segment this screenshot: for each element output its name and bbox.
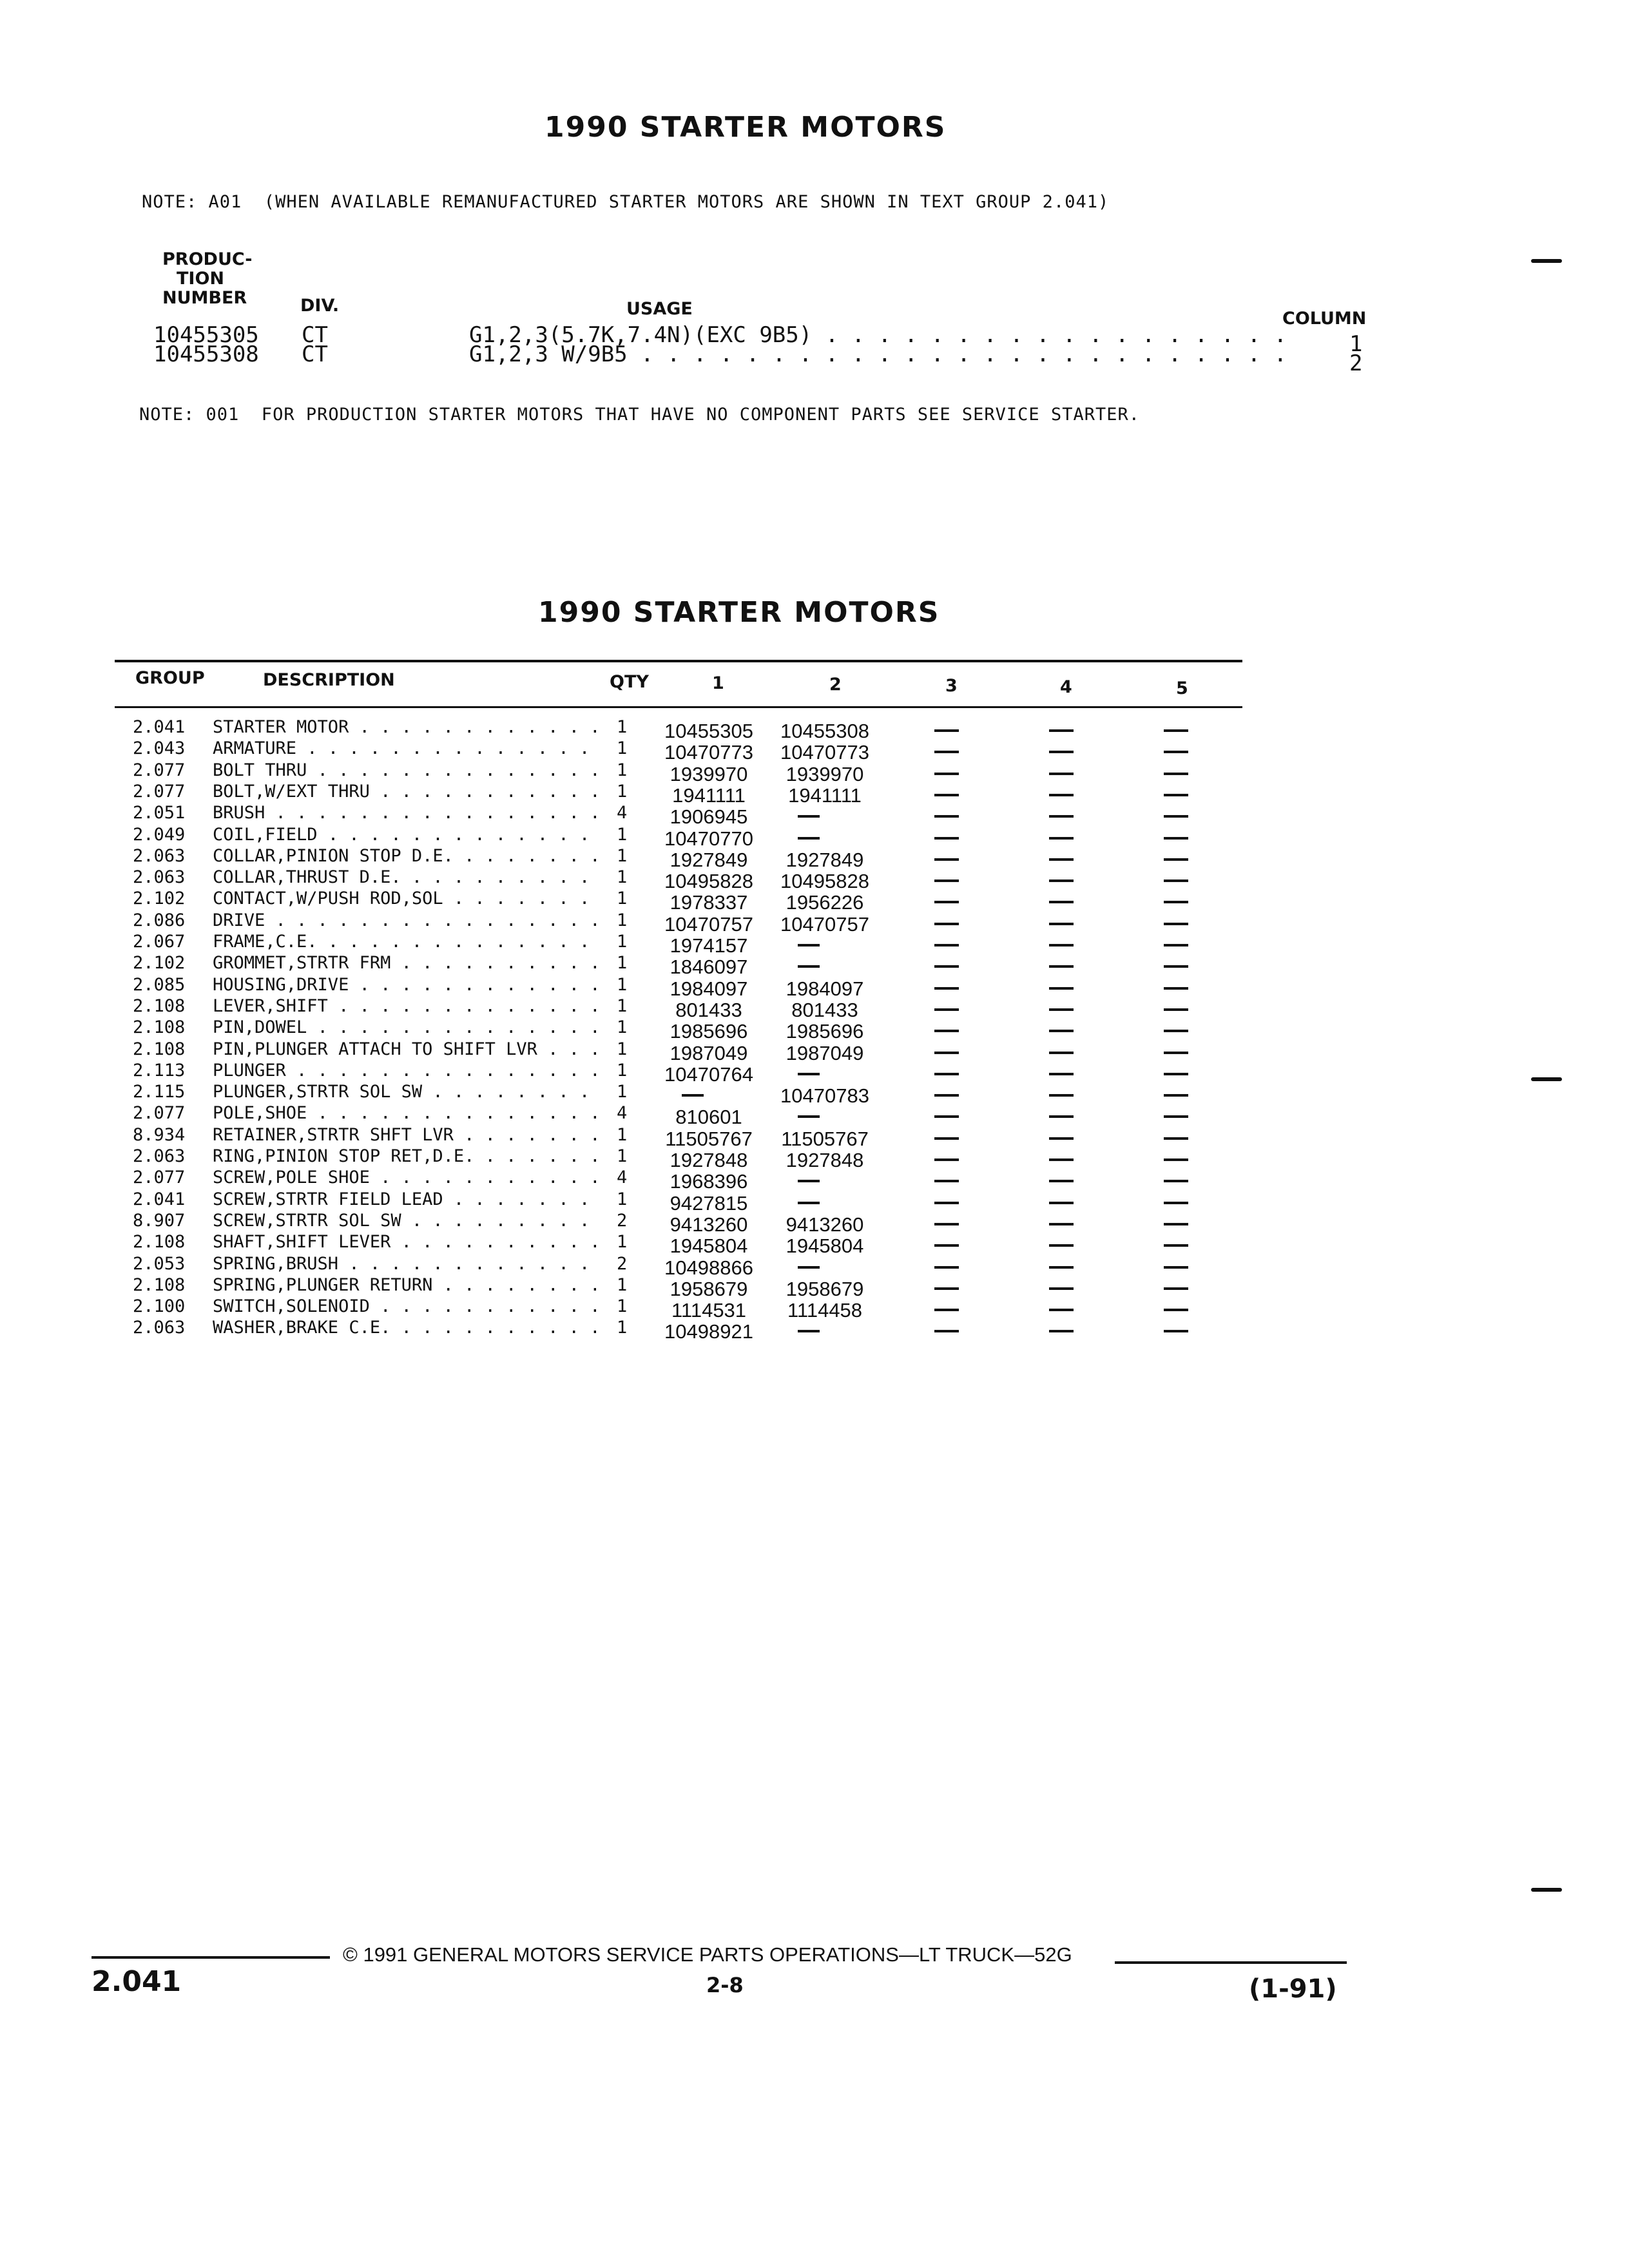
empty-column-4 xyxy=(1049,999,1074,1021)
part-group: 2.077 xyxy=(133,760,186,780)
part-number-column-1: 10498866 xyxy=(664,1256,753,1279)
empty-column-3 xyxy=(934,892,959,913)
empty-column-5 xyxy=(1164,849,1188,870)
part-group: 2.100 xyxy=(133,1296,186,1317)
part-group: 2.108 xyxy=(133,995,186,1016)
column-5-header: 5 xyxy=(1176,678,1188,698)
part-qty: 1 xyxy=(617,1060,628,1081)
part-number-column-2: 1958679 xyxy=(786,1277,864,1300)
empty-column-4 xyxy=(1049,1106,1074,1128)
production-usage: G1,2,3(5.7K,7.4N)(EXC 9B5) . . . xyxy=(469,322,1295,348)
empty-column-5 xyxy=(1164,870,1188,892)
column-header: COLUMN xyxy=(1282,309,1367,329)
part-number-column-2: 1939970 xyxy=(786,762,864,785)
part-number-column-1: 9427815 xyxy=(670,1191,748,1215)
part-qty: 1 xyxy=(617,1296,628,1317)
part-number-column-1: 10470757 xyxy=(664,912,753,936)
part-description: CONTACT,W/PUSH ROD,SOL . . . xyxy=(213,888,599,909)
part-number-none xyxy=(798,1064,820,1085)
empty-column-4 xyxy=(1049,956,1074,977)
empty-column-4 xyxy=(1049,1043,1074,1064)
empty-column-4 xyxy=(1049,870,1074,892)
empty-column-4 xyxy=(1049,720,1074,742)
empty-column-4 xyxy=(1049,1171,1074,1192)
part-group: 2.067 xyxy=(133,932,186,952)
empty-column-3 xyxy=(934,742,959,763)
production-number: 10455308 xyxy=(153,341,259,367)
empty-column-3 xyxy=(934,720,959,742)
empty-column-4 xyxy=(1049,1085,1074,1106)
empty-column-3 xyxy=(934,870,959,892)
part-qty: 2 xyxy=(617,1210,628,1231)
part-number-column-2: 1927849 xyxy=(786,848,864,871)
part-number-none xyxy=(682,1085,704,1106)
empty-column-5 xyxy=(1164,999,1188,1021)
part-number-column-1: 1941111 xyxy=(672,783,746,807)
footer-group-code: 2.041 xyxy=(92,1965,182,1998)
part-number-column-1: 10495828 xyxy=(664,870,753,893)
empty-column-5 xyxy=(1164,1257,1188,1278)
part-description: WASHER,BRAKE C.E. . . . xyxy=(213,1317,599,1338)
part-group: 2.102 xyxy=(133,889,186,909)
part-group: 2.063 xyxy=(133,845,186,866)
empty-column-4 xyxy=(1049,1021,1074,1042)
part-group: 2.108 xyxy=(133,1017,186,1038)
part-group: 2.051 xyxy=(133,803,186,823)
part-description: PLUNGER,STRTR SOL SW . . . xyxy=(213,1081,599,1102)
empty-column-5 xyxy=(1164,1235,1188,1256)
production-header-line-3: NUMBER xyxy=(162,288,247,308)
page-title: 1990 STARTER MOTORS xyxy=(545,111,947,144)
part-number-column-2: 1945804 xyxy=(786,1235,864,1258)
qty-header: QTY xyxy=(610,672,649,692)
part-number-column-1: 11505767 xyxy=(665,1127,753,1150)
column-4-header: 4 xyxy=(1060,677,1072,697)
part-qty: 1 xyxy=(617,738,628,759)
part-group: 2.049 xyxy=(133,824,186,845)
part-number-column-1: 1114531 xyxy=(671,1299,747,1322)
production-usage: G1,2,3 W/9B5 . . . xyxy=(469,341,1295,367)
empty-column-5 xyxy=(1164,785,1188,806)
empty-column-3 xyxy=(934,1235,959,1256)
empty-column-3 xyxy=(934,1171,959,1192)
empty-column-3 xyxy=(934,1085,959,1106)
part-group: 2.077 xyxy=(133,1103,186,1124)
empty-column-4 xyxy=(1049,1064,1074,1085)
margin-mark xyxy=(1531,1888,1562,1892)
part-group: 2.041 xyxy=(133,717,186,737)
part-description: SHAFT,SHIFT LEVER . . . xyxy=(213,1231,599,1253)
part-group: 2.041 xyxy=(133,1189,186,1209)
part-description: LEVER,SHIFT . . . xyxy=(213,995,599,1017)
part-number-column-2: 1941111 xyxy=(788,783,862,807)
empty-column-5 xyxy=(1164,1085,1188,1106)
div-header: DIV. xyxy=(300,296,340,316)
empty-column-5 xyxy=(1164,742,1188,763)
part-qty: 1 xyxy=(617,889,628,909)
part-number-column-1: 1987049 xyxy=(670,1041,748,1064)
usage-header: USAGE xyxy=(626,299,693,319)
part-description: POLE,SHOE . . . xyxy=(213,1102,599,1124)
part-qty: 2 xyxy=(617,1253,628,1274)
part-number-column-2: 801433 xyxy=(791,998,858,1021)
part-number-column-1: 1958679 xyxy=(670,1277,748,1300)
part-number-column-2: 1927848 xyxy=(786,1149,864,1171)
empty-column-3 xyxy=(934,999,959,1021)
part-number-none xyxy=(798,1106,820,1128)
empty-column-4 xyxy=(1049,1193,1074,1214)
part-number-column-1: 9413260 xyxy=(670,1213,748,1236)
part-number-column-1: 10470773 xyxy=(664,741,753,764)
part-number-column-2: 10470773 xyxy=(780,741,869,764)
part-number-column-2: 10470757 xyxy=(780,912,869,936)
part-description: SCREW,STRTR SOL SW . . . xyxy=(213,1210,599,1231)
empty-column-3 xyxy=(934,1300,959,1321)
part-description: SPRING,BRUSH . . . xyxy=(213,1253,599,1274)
part-number-column-1: 1968396 xyxy=(670,1170,748,1193)
table-top-rule xyxy=(115,660,1242,662)
part-number-column-2: 10495828 xyxy=(780,870,869,893)
empty-column-4 xyxy=(1049,828,1074,849)
part-number-none xyxy=(798,1193,820,1214)
part-number-column-2: 1114458 xyxy=(787,1299,863,1322)
empty-column-5 xyxy=(1164,914,1188,935)
empty-column-4 xyxy=(1049,1214,1074,1235)
part-number-column-1: 10470770 xyxy=(664,827,753,850)
production-div: CT xyxy=(302,322,328,348)
part-number-none xyxy=(798,956,820,977)
empty-column-4 xyxy=(1049,914,1074,935)
empty-column-3 xyxy=(934,1321,959,1342)
part-number-column-2: 10455308 xyxy=(780,720,869,742)
empty-column-3 xyxy=(934,785,959,806)
part-group: 2.115 xyxy=(133,1082,186,1102)
footer-rule-right xyxy=(1115,1961,1347,1964)
part-number-column-1: 1945804 xyxy=(670,1235,748,1258)
footer-page-number: 2-8 xyxy=(706,1973,744,1997)
parts-table-title: 1990 STARTER MOTORS xyxy=(538,596,940,629)
part-qty: 1 xyxy=(617,1124,628,1145)
part-group: 8.934 xyxy=(133,1124,186,1145)
part-qty: 1 xyxy=(617,781,628,802)
part-description: DRIVE . . . xyxy=(213,910,599,931)
empty-column-3 xyxy=(934,914,959,935)
empty-column-5 xyxy=(1164,1149,1188,1171)
empty-column-3 xyxy=(934,764,959,785)
part-group: 8.907 xyxy=(133,1210,186,1231)
part-qty: 1 xyxy=(617,1232,628,1253)
part-group: 2.113 xyxy=(133,1060,186,1081)
part-qty: 1 xyxy=(617,953,628,974)
part-description: COLLAR,THRUST D.E. . . . xyxy=(213,867,599,888)
part-group: 2.077 xyxy=(133,781,186,802)
part-group: 2.102 xyxy=(133,953,186,974)
empty-column-4 xyxy=(1049,764,1074,785)
empty-column-5 xyxy=(1164,720,1188,742)
empty-column-5 xyxy=(1164,1171,1188,1192)
empty-column-5 xyxy=(1164,1214,1188,1235)
empty-column-3 xyxy=(934,935,959,956)
empty-column-4 xyxy=(1049,1128,1074,1149)
production-header-line-2: TION xyxy=(177,269,225,289)
part-qty: 4 xyxy=(617,1103,628,1124)
margin-mark xyxy=(1531,1077,1562,1081)
empty-column-4 xyxy=(1049,1149,1074,1171)
empty-column-3 xyxy=(934,1257,959,1278)
empty-column-5 xyxy=(1164,1128,1188,1149)
part-qty: 1 xyxy=(617,932,628,952)
part-qty: 1 xyxy=(617,717,628,737)
margin-mark xyxy=(1531,259,1562,263)
empty-column-4 xyxy=(1049,849,1074,870)
part-number-column-1: 10498921 xyxy=(664,1320,753,1343)
part-qty: 1 xyxy=(617,1017,628,1038)
part-number-none xyxy=(798,1321,820,1342)
part-qty: 1 xyxy=(617,845,628,866)
part-number-none xyxy=(798,806,820,827)
part-number-column-1: 1978337 xyxy=(670,891,748,914)
production-number-header xyxy=(162,250,253,308)
empty-column-5 xyxy=(1164,806,1188,827)
empty-column-5 xyxy=(1164,1193,1188,1214)
part-number-column-1: 1939970 xyxy=(670,762,748,785)
empty-column-4 xyxy=(1049,978,1074,999)
empty-column-4 xyxy=(1049,892,1074,913)
part-qty: 1 xyxy=(617,1082,628,1102)
part-description: RETAINER,STRTR SHFT LVR . . . xyxy=(213,1124,599,1146)
part-description: GROMMET,STRTR FRM . . . xyxy=(213,952,599,974)
part-number-column-1: 1846097 xyxy=(670,956,748,979)
part-number-none xyxy=(798,828,820,849)
column-1-header: 1 xyxy=(712,673,724,693)
part-number-column-1: 810601 xyxy=(675,1106,742,1129)
part-number-column-1: 1927848 xyxy=(670,1149,748,1171)
empty-column-3 xyxy=(934,828,959,849)
empty-column-4 xyxy=(1049,806,1074,827)
part-number-column-1: 801433 xyxy=(675,998,742,1021)
part-description: PIN,PLUNGER ATTACH TO SHIFT LVR . . . xyxy=(213,1039,599,1060)
part-number-column-2: 1956226 xyxy=(786,891,864,914)
part-qty: 1 xyxy=(617,1274,628,1295)
part-group: 2.063 xyxy=(133,1318,186,1338)
empty-column-5 xyxy=(1164,892,1188,913)
empty-column-5 xyxy=(1164,1021,1188,1042)
empty-column-4 xyxy=(1049,785,1074,806)
empty-column-3 xyxy=(934,1043,959,1064)
empty-column-4 xyxy=(1049,935,1074,956)
part-group: 2.085 xyxy=(133,974,186,995)
part-group: 2.077 xyxy=(133,1168,186,1188)
column-2-header: 2 xyxy=(829,675,842,695)
empty-column-5 xyxy=(1164,1300,1188,1321)
footer-rule-left xyxy=(92,1956,330,1959)
part-description: SCREW,POLE SHOE . . . xyxy=(213,1167,599,1188)
part-qty: 1 xyxy=(617,1039,628,1059)
empty-column-4 xyxy=(1049,1257,1074,1278)
part-group: 2.108 xyxy=(133,1274,186,1295)
part-description: BOLT THRU . . . xyxy=(213,760,599,781)
empty-column-3 xyxy=(934,1064,959,1085)
part-number-column-1: 1984097 xyxy=(670,977,748,1000)
part-description: SPRING,PLUNGER RETURN . . . xyxy=(213,1274,599,1296)
empty-column-5 xyxy=(1164,1321,1188,1342)
part-group: 2.043 xyxy=(133,738,186,759)
empty-column-3 xyxy=(934,1149,959,1171)
footer-date: (1-91) xyxy=(1249,1974,1337,2004)
part-number-column-1: 1906945 xyxy=(670,805,748,829)
part-qty: 1 xyxy=(617,1189,628,1209)
table-header-rule xyxy=(115,706,1242,708)
empty-column-5 xyxy=(1164,1064,1188,1085)
production-number: 10455305 xyxy=(153,322,259,348)
part-qty: 1 xyxy=(617,1146,628,1166)
part-group: 2.053 xyxy=(133,1253,186,1274)
part-description: PLUNGER . . . xyxy=(213,1060,599,1081)
part-number-column-2: 11505767 xyxy=(781,1127,869,1150)
part-qty: 4 xyxy=(617,803,628,823)
part-group: 2.108 xyxy=(133,1039,186,1059)
footer-copyright: © 1991 GENERAL MOTORS SERVICE PARTS OPERATIONS—LT TRUCK—52G xyxy=(343,1943,1072,1966)
empty-column-5 xyxy=(1164,764,1188,785)
part-qty: 1 xyxy=(617,824,628,845)
empty-column-3 xyxy=(934,849,959,870)
part-number-column-2: 1987049 xyxy=(786,1041,864,1064)
part-group: 2.108 xyxy=(133,1232,186,1253)
part-qty: 1 xyxy=(617,910,628,930)
part-group: 2.086 xyxy=(133,910,186,930)
part-description: COIL,FIELD . . . xyxy=(213,824,599,845)
part-description: SWITCH,SOLENOID . . . xyxy=(213,1296,599,1317)
part-qty: 4 xyxy=(617,1168,628,1188)
part-description: COLLAR,PINION STOP D.E. . . . xyxy=(213,845,599,867)
empty-column-5 xyxy=(1164,828,1188,849)
part-number-none xyxy=(798,935,820,956)
part-number-column-2: 9413260 xyxy=(786,1213,864,1236)
empty-column-5 xyxy=(1164,978,1188,999)
empty-column-5 xyxy=(1164,935,1188,956)
production-header-line-1: PRODUC- xyxy=(162,249,253,269)
empty-column-3 xyxy=(934,1128,959,1149)
empty-column-3 xyxy=(934,1278,959,1300)
note-a01: NOTE: A01 (WHEN AVAILABLE REMANUFACTURED STARTER MOTORS ARE SHOWN IN TEXT GROUP 2.041) xyxy=(142,192,1110,212)
part-qty: 1 xyxy=(617,760,628,780)
part-qty: 1 xyxy=(617,995,628,1016)
part-number-none xyxy=(798,1171,820,1192)
part-description: ARMATURE . . . xyxy=(213,738,599,759)
part-number-none xyxy=(798,1257,820,1278)
part-description: RING,PINION STOP RET,D.E. . . . xyxy=(213,1146,599,1167)
part-description: SCREW,STRTR FIELD LEAD . . . xyxy=(213,1189,599,1210)
empty-column-5 xyxy=(1164,1278,1188,1300)
production-column: 2 xyxy=(1349,351,1363,376)
empty-column-4 xyxy=(1049,1321,1074,1342)
empty-column-3 xyxy=(934,1193,959,1214)
empty-column-4 xyxy=(1049,742,1074,763)
part-description: FRAME,C.E. . . . xyxy=(213,931,599,952)
part-description: BRUSH . . . xyxy=(213,802,599,823)
part-qty: 1 xyxy=(617,867,628,888)
empty-column-4 xyxy=(1049,1235,1074,1256)
part-number-column-1: 1974157 xyxy=(670,934,748,957)
column-3-header: 3 xyxy=(945,676,958,696)
empty-column-5 xyxy=(1164,1106,1188,1128)
description-header: DESCRIPTION xyxy=(263,670,395,690)
empty-column-3 xyxy=(934,956,959,977)
empty-column-3 xyxy=(934,806,959,827)
part-description: HOUSING,DRIVE . . . xyxy=(213,974,599,995)
empty-column-5 xyxy=(1164,956,1188,977)
part-number-column-2: 1984097 xyxy=(786,977,864,1000)
part-description: STARTER MOTOR . . . xyxy=(213,716,599,738)
part-qty: 1 xyxy=(617,974,628,995)
empty-column-3 xyxy=(934,1214,959,1235)
production-column: 1 xyxy=(1349,331,1363,357)
empty-column-3 xyxy=(934,1021,959,1042)
part-description: PIN,DOWEL . . . xyxy=(213,1017,599,1038)
group-header: GROUP xyxy=(135,668,205,688)
empty-column-5 xyxy=(1164,1043,1188,1064)
part-number-column-1: 1985696 xyxy=(670,1020,748,1043)
empty-column-4 xyxy=(1049,1278,1074,1300)
empty-column-3 xyxy=(934,978,959,999)
part-group: 2.063 xyxy=(133,1146,186,1166)
part-number-column-1: 10455305 xyxy=(664,720,753,742)
part-number-column-2: 10470783 xyxy=(780,1084,869,1108)
part-description: BOLT,W/EXT THRU . . . xyxy=(213,781,599,802)
empty-column-4 xyxy=(1049,1300,1074,1321)
part-group: 2.063 xyxy=(133,867,186,888)
part-number-column-2: 1985696 xyxy=(786,1020,864,1043)
note-001: NOTE: 001 FOR PRODUCTION STARTER MOTORS THAT HAVE NO COMPONENT PARTS SEE SERVICE STARTER. xyxy=(139,405,1140,425)
part-qty: 1 xyxy=(617,1318,628,1338)
empty-column-3 xyxy=(934,1106,959,1128)
part-number-column-1: 10470764 xyxy=(664,1062,753,1086)
part-number-column-1: 1927849 xyxy=(670,848,748,871)
production-div: CT xyxy=(302,341,328,367)
